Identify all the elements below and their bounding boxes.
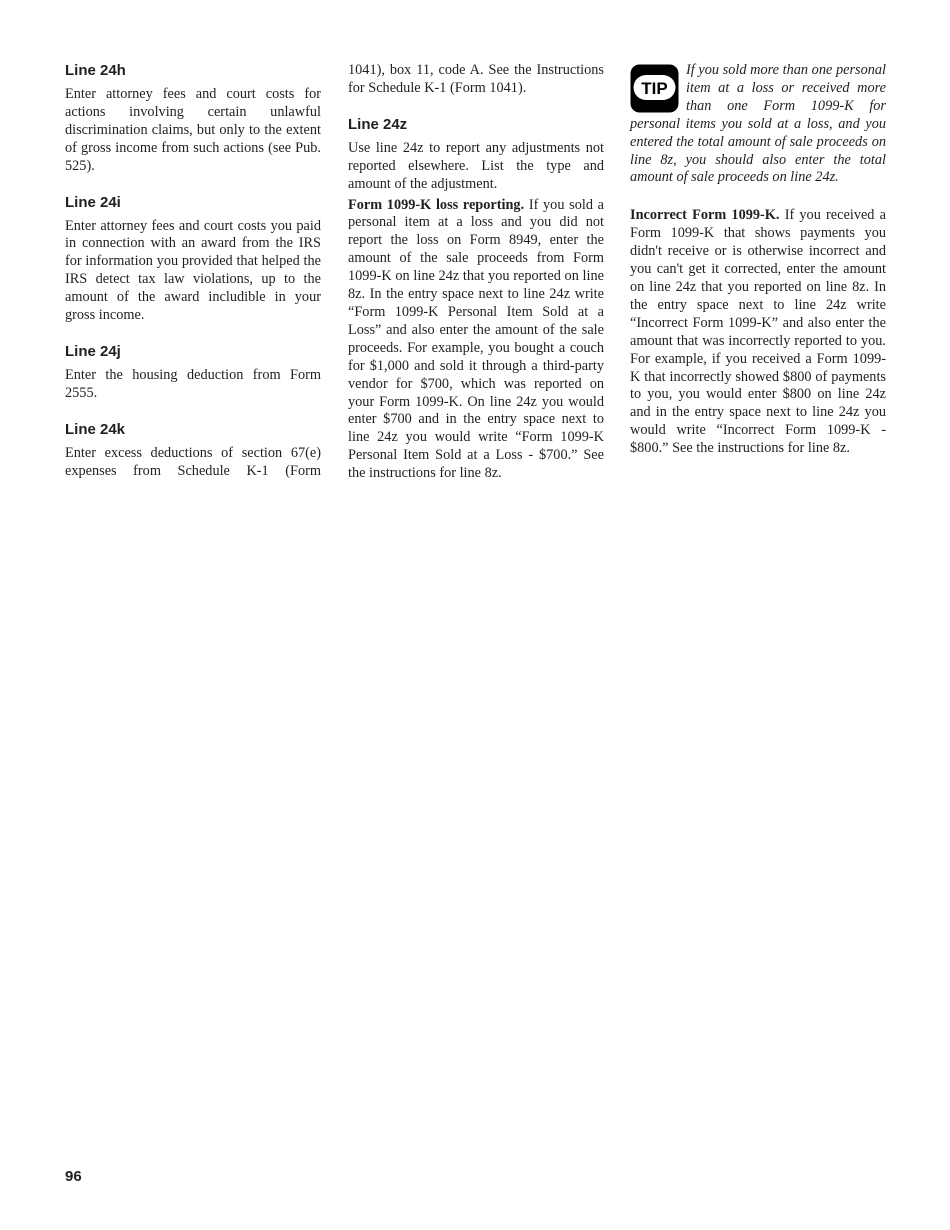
label-form-1099k-loss: Form 1099-K loss reporting.: [348, 196, 525, 213]
paragraph-incorrect-1099k: [630, 207, 886, 458]
column-2: [348, 62, 604, 501]
text-line-24j: Enter the housing deduction from Form 2555.: [65, 366, 321, 401]
tip-icon: [630, 64, 679, 113]
text-line-24k-part1: Enter excess deductions of section 67(e) expenses from Schedule K-1 (Form: [65, 444, 321, 479]
text-line-24h: Enter attorney fees and court costs for actions involving certain unlawful discrimination claims, but only to the extent of gross income from such actions (see Pub. 525).: [65, 86, 321, 174]
section-line-24i: [65, 194, 321, 325]
text-form-1099k-loss: If you sold a personal item at a loss and you did not report the loss on Form 8949, enter the amount of the sale proceeds from Form 1099-K on line 24z that you reported on line 8z. In the entry space next to line 24z write “Form 1099-K Personal Item Sold at a Loss” and also enter the amount of the sale proceeds. For example, you bought a couch for $1,000 and sold it through a third-party vendor for $700, which was reported on your Form 1099-K. On line 24z you would enter $700 and in the entry space next to line 24z you would write “Form 1099-K Personal Item Sold at a Loss - $700.” See the instructions for line 8z.: [348, 196, 604, 482]
section-line-24k: [65, 421, 321, 481]
column-3: [630, 62, 886, 470]
heading-line-24k: Line 24k: [65, 420, 126, 438]
text-line-24i: Enter attorney fees and court costs you paid in connection with an award from the IRS for information you provided that helped the IRS detect tax law violations, up to the amount of the award includible in your gross income.: [65, 217, 321, 324]
paragraph-form-1099k-loss: [348, 197, 604, 484]
text-incorrect-1099k: If you received a Form 1099-K that shows payments you didn't receive or is otherwise incorrect and you can't get it corrected, enter the amount on line 24z that you reported on line 8z. In the entry space next to line 24z write “Incorrect Form 1099-K” and also enter the amount that was incorrectly reported to you. For example, if you received a Form 1099-K that incorrectly showed $800 of payments to you, you would enter $800 on line 24z and in the entry space next to line 24z you would write “Incorrect Form 1099-K - $800.” See the instructions for line 8z.: [630, 207, 887, 457]
tip-box: [630, 62, 886, 187]
heading-line-24z: Line 24z: [348, 115, 408, 133]
section-line-24z: [348, 116, 604, 483]
section-line-24k-continued: [348, 62, 604, 98]
label-incorrect-1099k: Incorrect Form 1099-K.: [630, 207, 780, 224]
section-line-24j: [65, 343, 321, 403]
tip-text: If you sold more than one personal item at a loss or received more than one Form 1099-K for personal items you sold at a loss, and you entered the total amount of sale proceeds on line 8z, you should also enter the total amount of sale proceeds on line 24z.: [630, 62, 886, 186]
heading-line-24i: Line 24i: [65, 193, 121, 211]
heading-line-24h: Line 24h: [65, 62, 126, 79]
text-line-24k-part2: 1041), box 11, code A. See the Instructions for Schedule K-1 (Form 1041).: [348, 62, 604, 96]
tip-icon-label: TIP: [641, 79, 668, 98]
section-line-24h: [65, 62, 321, 176]
text-line-24z: Use line 24z to report any adjustments not reported elsewhere. List the type and amount of the adjustment.: [348, 139, 604, 192]
column-1: [65, 62, 321, 499]
heading-line-24j: Line 24j: [65, 342, 121, 360]
page-number: 96: [65, 1168, 82, 1185]
